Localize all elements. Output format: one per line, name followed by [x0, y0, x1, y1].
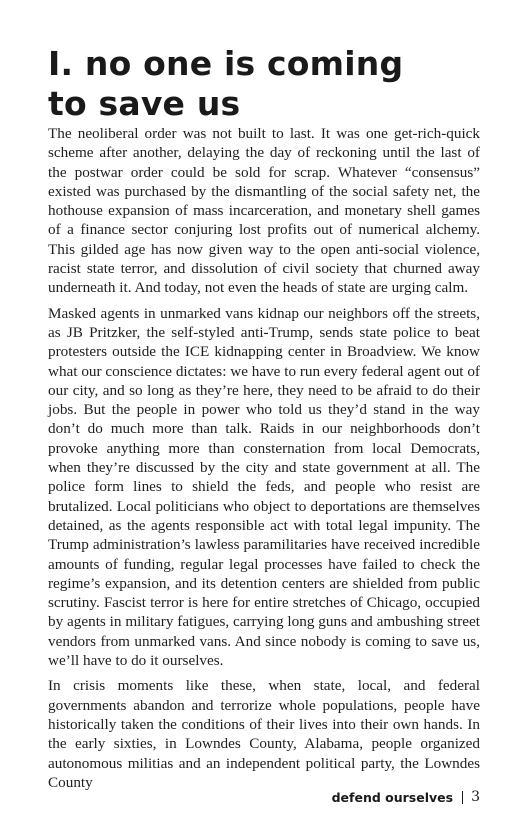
paragraph-1: The neoliberal order was not built to last. It was one get-rich-quick scheme after another, delaying the day of reckoning until the last of the postwar order could be sold for scrap. Whatever “consensus” existed was purchased by the dismantling of the social safety net, the hothouse expansion of mass incarceration, and monetary shell games of a finance sector conjuring lost profits out of numerical alchemy. This gilded age has now given way to the open anti-social violence, racist state terror, and dissolution of civil society that churned away underneath it. And today, not even the heads of state are urging calm.	[48, 125, 480, 297]
footer-title: defend ourselves	[331, 789, 454, 805]
section-heading-line-1: I. no one is coming	[48, 44, 404, 83]
section-heading-line-2: to save us	[48, 84, 241, 123]
paragraph-3: In crisis moments like these, when state, local, and federal governments abandon and terrorize whole populations, people have historically taken the conditions of their lives into their own hands. In the early sixties, in Lowndes County, Alabama, people organized autonomous militias and an independent political party, the Lowndes County	[48, 677, 480, 791]
page-number: 3	[471, 789, 480, 805]
running-footer	[332, 787, 480, 807]
section-heading	[48, 44, 488, 124]
footer-divider	[462, 791, 463, 804]
paragraph-2: Masked agents in unmarked vans kidnap our neighbors off the streets, as JB Pritzker, the self-styled anti-Trump, sends state police to beat protesters outside the ICE kidnapping center in Broadview. We know what our conscience dictates: we have to run every federal agent out of our city, and so long as they’re here, they need to be afraid to do their jobs. But the people in power who told us they’d stand in the way don’t do much more than talk. Raids in our neighborhoods don’t provoke anything more than consternation from local Democrats, when they’re discussed by the city and state government at all. The police form lines to shield the feds, and people who resist are brutalized. Local politicians who object to deportations are themselves detained, as the agents responsible act with total legal impunity. The Trump administration’s lawless paramilitaries have received incredible amounts of funding, regular legal processes have failed to check the regime’s expansion, and its detention centers are shielded from public scrutiny. Fascist terror is here for entire stretches of Chicago, occupied by agents in military fatigues, carrying long guns and ambushing street vendors from unmarked vans. And since nobody is coming to save us, we’ll have to do it ourselves.	[48, 304, 480, 670]
body-text	[48, 124, 480, 798]
